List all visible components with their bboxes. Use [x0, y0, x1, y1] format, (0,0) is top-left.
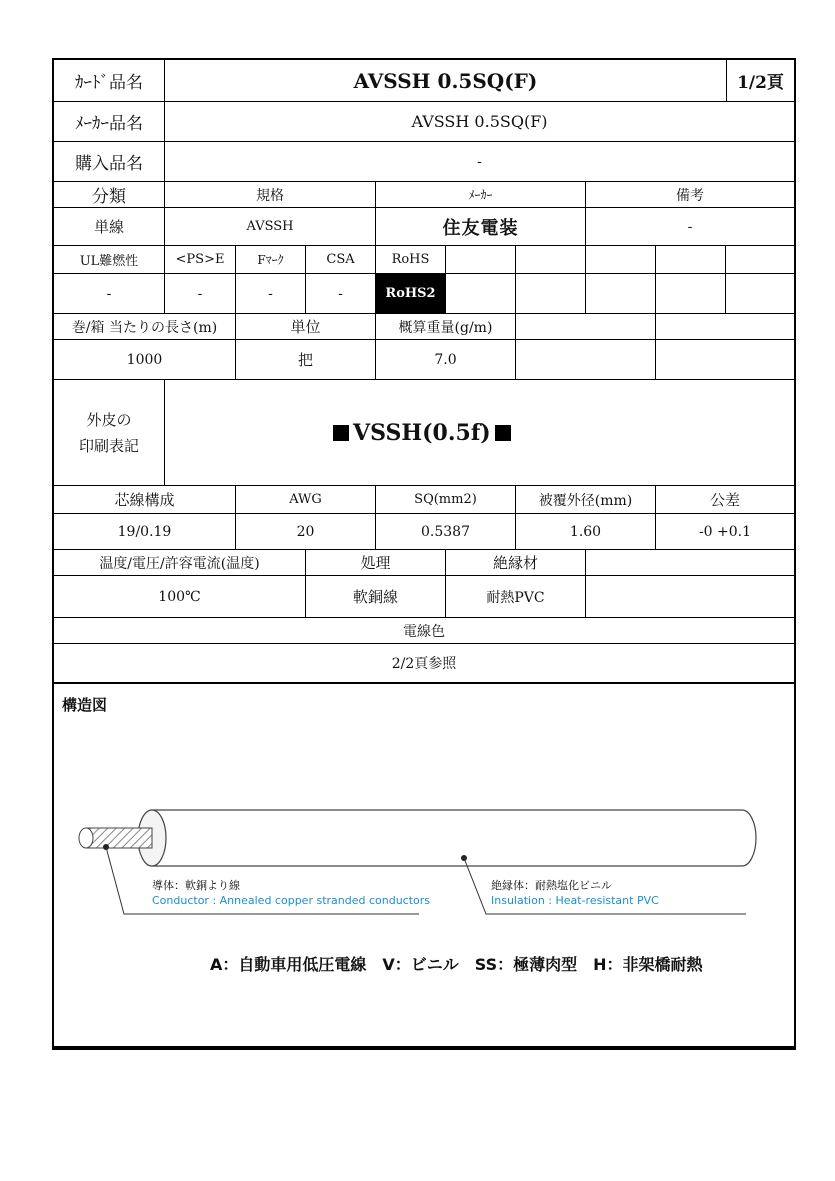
ul-value: -	[54, 274, 165, 313]
maker-name-label: ﾒｰｶｰ品名	[54, 102, 165, 141]
length-header: 巻/箱 当たりの長さ(m)	[54, 314, 236, 339]
unit-header: 単位	[236, 314, 376, 339]
empty-cell	[516, 274, 586, 313]
treatment-header: 処理	[306, 550, 446, 575]
empty-cell	[516, 340, 656, 379]
conductor-strand	[86, 828, 152, 848]
insulation-header: 絶縁材	[446, 550, 586, 575]
csa-header: CSA	[306, 246, 376, 273]
page-number: 1/2頁	[737, 73, 784, 93]
empty-cell	[656, 340, 794, 379]
sq-value: 0.5387	[376, 514, 516, 549]
card-name-label: ｶｰﾄﾞ品名	[54, 60, 165, 101]
card-name-row	[54, 60, 794, 102]
empty-cell	[656, 246, 726, 273]
f-mark-header: Fﾏｰｸ	[236, 246, 306, 273]
conductor-note-en: Conductor : Annealed copper stranded conductors	[152, 894, 431, 907]
conductor-value-row	[54, 514, 794, 550]
classification-header-row	[54, 182, 794, 208]
conductor-end-face	[79, 828, 93, 848]
printing-label-line2: 印刷表記	[78, 436, 139, 455]
color-header-row	[54, 618, 794, 644]
temp-header: 温度/電圧/許容電流(温度)	[54, 550, 306, 575]
spec-value: AVSSH	[165, 208, 376, 245]
od-header: 被覆外径(mm)	[516, 486, 656, 513]
printing-label-line1: 外皮の	[86, 410, 132, 429]
ps-value: -	[165, 274, 236, 313]
insulation-value: 耐熱PVC	[446, 576, 586, 617]
printing-row	[54, 380, 794, 486]
sq-header: SQ(mm2)	[376, 486, 516, 513]
purchase-name-value: -	[477, 153, 482, 170]
insulation-body	[152, 810, 756, 866]
empty-cell	[586, 576, 794, 617]
core-header: 芯線構成	[54, 486, 236, 513]
empty-cell	[656, 274, 726, 313]
csa-value: -	[306, 274, 376, 313]
square-mark-icon	[495, 425, 511, 441]
rating-value-row	[54, 576, 794, 618]
od-value: 1.60	[516, 514, 656, 549]
empty-cell	[586, 550, 794, 575]
conductor-header-row	[54, 486, 794, 514]
maker-name-row	[54, 102, 794, 142]
empty-cell	[446, 246, 516, 273]
class-value: 単線	[54, 208, 165, 245]
cert-value-row	[54, 274, 794, 314]
printing-value	[165, 380, 794, 485]
awg-value: 20	[236, 514, 376, 549]
card-name-value: AVSSH 0.5SQ(F)	[165, 60, 727, 101]
cert-header-row	[54, 246, 794, 274]
rating-header-row	[54, 550, 794, 576]
unit-value: 把	[236, 340, 376, 379]
empty-cell	[516, 246, 586, 273]
ul-header: UL難燃性	[54, 246, 165, 273]
insulation-note-en: Insulation : Heat-resistant PVC	[491, 894, 659, 907]
weight-value: 7.0	[376, 340, 516, 379]
empty-cell	[726, 246, 794, 273]
classification-value-row	[54, 208, 794, 246]
empty-cell	[446, 274, 516, 313]
empty-cell	[586, 274, 656, 313]
empty-cell	[516, 314, 656, 339]
maker-name-value: AVSSH 0.5SQ(F)	[411, 112, 548, 131]
maker-value: 住友電装	[376, 208, 586, 245]
purchase-name-label: 購入品名	[54, 142, 165, 181]
tolerance-header: 公差	[709, 491, 740, 509]
abbreviation-legend: A：自動車用低圧電線 V：ビニル SS：極薄肉型 H：非架橋耐熱	[210, 955, 703, 974]
tolerance-value: -0 +0.1	[698, 523, 752, 540]
printing-text: VSSH(0.5f)	[353, 419, 491, 446]
spec-header: 規格	[165, 182, 376, 207]
printing-label	[54, 380, 165, 485]
empty-cell	[726, 274, 794, 313]
structure-diagram	[54, 686, 794, 1046]
maker-header: ﾒｰｶｰ	[376, 182, 586, 207]
treatment-value: 軟銅線	[306, 576, 446, 617]
spec-sheet	[52, 58, 796, 1050]
awg-header: AWG	[236, 486, 376, 513]
remarks-header: 備考	[676, 187, 704, 204]
insulation-note-jp: 絶縁体：耐熱塩化ビニル	[491, 879, 612, 892]
remarks-value: -	[687, 218, 693, 235]
rohs-badge: RoHS2	[376, 274, 446, 313]
diagram-title: 構造図	[62, 696, 108, 714]
purchase-name-row	[54, 142, 794, 182]
conductor-note-jp: 導体：軟銅より線	[152, 879, 240, 892]
ps-header: <PS>E	[165, 246, 236, 273]
weight-header: 概算重量(g/m)	[376, 314, 516, 339]
package-header-row	[54, 314, 794, 340]
color-value-row	[54, 644, 794, 684]
rohs-header: RoHS	[376, 246, 446, 273]
empty-cell	[656, 314, 794, 339]
conductor-note	[152, 878, 430, 908]
f-mark-value: -	[236, 274, 306, 313]
package-value-row	[54, 340, 794, 380]
temp-value: 100℃	[54, 576, 306, 617]
insulation-note	[491, 878, 659, 908]
core-value: 19/0.19	[54, 514, 236, 549]
class-header: 分類	[54, 182, 165, 207]
square-mark-icon	[333, 425, 349, 441]
empty-cell	[586, 246, 656, 273]
length-value: 1000	[54, 340, 236, 379]
color-value: 2/2頁参照	[391, 656, 457, 672]
color-header: 電線色	[403, 623, 445, 640]
